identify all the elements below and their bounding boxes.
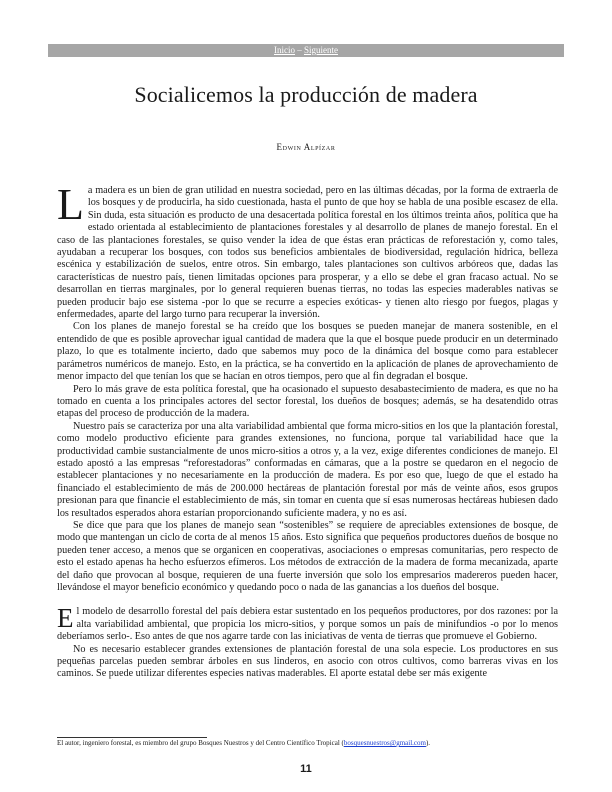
footnote-divider <box>57 737 207 738</box>
article-body <box>57 180 558 681</box>
paragraph-4: Nuestro país se caracteriza por una alta variabilidad ambiental que forma micro-sitios en los que la plantación forestal, como modelo productivo eficiente para grandes extensiones, no funciona, porque tal variabilidad hace que la productividad cambie sustancialmente de unos micro-sitios a otros y, a la vez, exige diferentes condiciones de manejo. El estado apostó a las empresas “reforestadoras” conformadas en cámaras, que a la postre se quedaron en el negocio de establecer plantaciones y no necesariamente en la producción de madera. Es por eso que, luego de que el estado ha financiado el establecimiento de más de 200.000 hectáreas de plantación forestal por más de veinte años, esos grupos presionan para que financie el establecimiento de más, sin tomar en cuenta que sí esas numerosas hectáreas hubiesen dado los resultados esperados ahora estarían proporcionando suficiente madera, y no es así. <box>57 420 558 519</box>
author-email-link[interactable]: bosquesnuestros@gmail.com <box>343 739 426 747</box>
article-author: Edwin Alpízar <box>276 142 336 152</box>
paragraph-5: Se dice que para que los planes de manejo sean “sostenibles” se requiere de apreciables extensiones de bosque, de modo que mantengan un ciclo de corta de al menos 15 años. Esto significa que pequeños productores dueños de bosque no pueden tener acceso, a menos que se organicen en cooperativas, asociaciones o empresas comunitarias, pero respecto de esto el estado apenas ha hecho esfuerzos efímeros. Los métodos de extracción de la madera de forma mecanizada, aparte del daño que provocan al bosque, requieren de una fuerte inversión que solo los empresarios madereros pueden hacer, llevándose el mayor beneficio económico y quedando poco o nada de las ganancias a los dueños del bosque. <box>57 519 558 593</box>
next-link[interactable]: Siguiente <box>304 45 338 55</box>
drop-cap: E <box>57 603 74 634</box>
paragraph-1 <box>57 180 558 321</box>
paragraph-3: Pero lo más grave de esta política forestal, que ha ocasionado el supuesto desabastecimiento de madera, es que no ha tomado en cuenta a los principales actores del sector forestal, los dueños de bosques; además, se ha desatendido otras etapas del proceso de producción de la madera. <box>57 383 558 420</box>
paragraph-6-text: l modelo de desarrollo forestal del país debiera estar sustentado en los pequeños productores, por dos razones: por la alta variabilidad ambiental, que propicia los micro-sitios, y porque somos un país de minifundios -o por lo menos deberíamos serlo-. Eso antes de que nos agarre tarde con las iniciativas de venta de tierras que promueve el Gobierno. <box>57 606 558 643</box>
article-title: Socialicemos la producción de madera <box>134 82 478 107</box>
drop-cap: L <box>57 180 84 229</box>
navigation-bar <box>48 44 564 57</box>
footnote-text: El autor, ingeniero forestal, es miembro del grupo Bosques Nuestros y del Centro Científico Tropical ( <box>57 739 344 747</box>
paragraph-7: No es necesario establecer grandes extensiones de plantación forestal de una sola especie. Los productores en sus pequeñas parcelas pueden sembrar árboles en sus linderos, en asocio con otros cultivos, como barreras vivas en los caminos. Se puede utilizar diferentes especies nativas maderables. El aporte estatal debe ser más exigente <box>57 643 558 680</box>
footnote-suffix: ). <box>425 739 431 747</box>
paragraph-1-text: a madera es un bien de gran utilidad en nuestra sociedad, pero en las últimas décadas, por la forma de extraerla de los bosques y de producirla, ha sido cuestionada, hasta el punto de que hoy se habla de una posible escasez de ella. Sin duda, esta situación es producto de una desacertada política forestal en los últimos treinta años, política que ha estado orientada al establecimiento de plantaciones forestales y al desarrollo de planes de manejo forestal. En el caso de las plantaciones forestales, se quiso vender la idea de que éstas eran prácticas de reforestación y, como tales, ayudaban a recuperar los bosques, con todos sus beneficios ambientales de biodiversidad, regulación hídrica, belleza escénica y estabilización de suelos, entre otros. Sin embargo, tales plantaciones son cultivos arbóreos que, dadas las características de nuestro país, tienen limitadas opciones para prosperar, y a ello se debe el gran fracaso actual. No se desarrollan en tierras marginales, por lo general requieren buenas tierras, no todas las especies maderables nativas se pueden producir bajo ese sistema -por lo que se recurre a especies exóticas- y tienen alto riesgo por fuegos, plagas y enfermedades, aparte del largo turno para recuperar la inversión. <box>57 185 558 321</box>
home-link[interactable]: Inicio <box>274 45 295 55</box>
page-number: 11 <box>300 763 312 775</box>
footnote <box>57 739 567 748</box>
paragraph-2: Con los planes de manejo forestal se ha creído que los bosques se pueden manejar de manera sostenible, en el entendido de que es posible aprovechar igual cantidad de madera que la que el bosque puede producir en un determinado plazo, lo que es totalmente incierto, dado que sabemos muy poco de la dinámica del bosque como para establecer parámetros numéricos de manejo. Esto, en la práctica, se ha convertido en la aplicación de planes de aprovechamiento de menor impacto del que tenían los que se hacían en otros tiempos, pero que al fin degradan el bosque. <box>57 321 558 383</box>
paragraph-6 <box>57 603 558 643</box>
nav-separator: – <box>295 45 304 55</box>
